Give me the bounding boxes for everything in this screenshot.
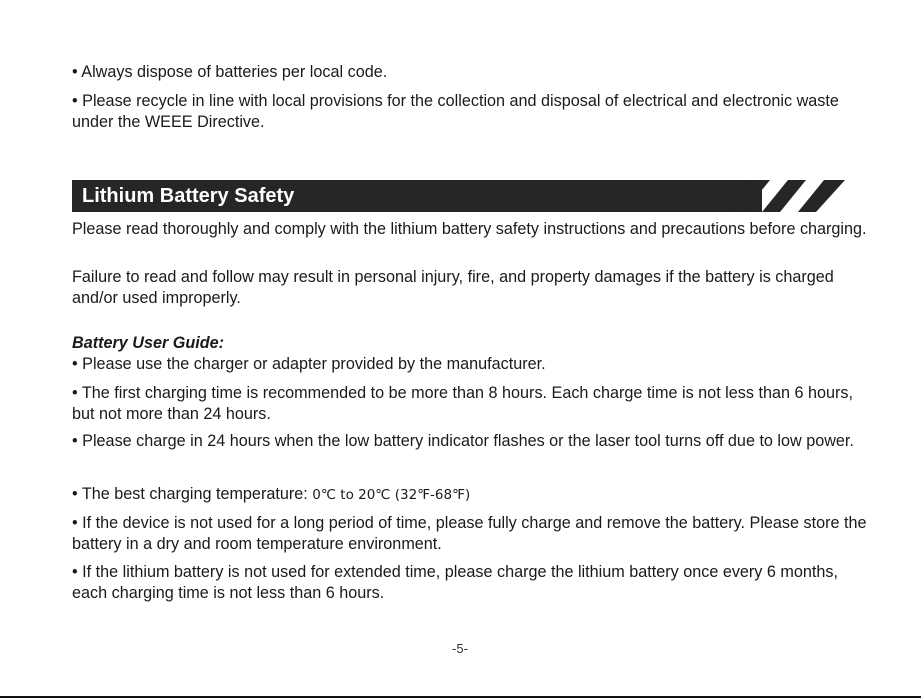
guide-item-storage: • If the device is not used for a long period of time, please fully charge and remove the battery. Please store the battery in a dry and room temperature environment. [72,514,867,553]
stripe-3 [762,180,806,212]
guide-item-temperature [72,484,867,506]
temperature-label: • The best charging temperature: [72,485,313,503]
dispose-note: • Always dispose of batteries per local code. [72,63,388,81]
stripe-4 [798,180,845,212]
guide-item-first-charge: • The first charging time is recommended to be more than 8 hours. Each charge time is not less than 6 hours, but not more than 24 hours. [72,384,853,423]
guide-item-extended: • If the lithium battery is not used for extended time, please charge the lithium battery once every 6 months, each charging time is not less than 6 hours. [72,563,838,602]
temperature-value: 0℃ to 20℃ (32℉-68℉) [312,487,471,503]
heading-stripes-decoration [690,180,850,212]
stripe-1 [690,180,734,212]
page-number: -5- [452,641,468,656]
safety-warning: Failure to read and follow may result in personal injury, fire, and property damages if the battery is charged and/or used improperly. [72,268,834,307]
guide-item-low-battery: • Please charge in 24 hours when the low battery indicator flashes or the laser tool turns off due to low power. [72,432,854,450]
safety-intro: Please read thoroughly and comply with the lithium battery safety instructions and precautions before charging. [72,220,867,238]
recycle-note: • Please recycle in line with local provisions for the collection and disposal of electrical and electronic waste under the WEEE Directive. [72,92,839,131]
stripe-2 [726,180,770,212]
section-title: Lithium Battery Safety [82,185,295,207]
guide-title: Battery User Guide: [72,334,225,352]
bottom-rule [0,696,921,698]
guide-item-charger: • Please use the charger or adapter provided by the manufacturer. [72,355,546,373]
